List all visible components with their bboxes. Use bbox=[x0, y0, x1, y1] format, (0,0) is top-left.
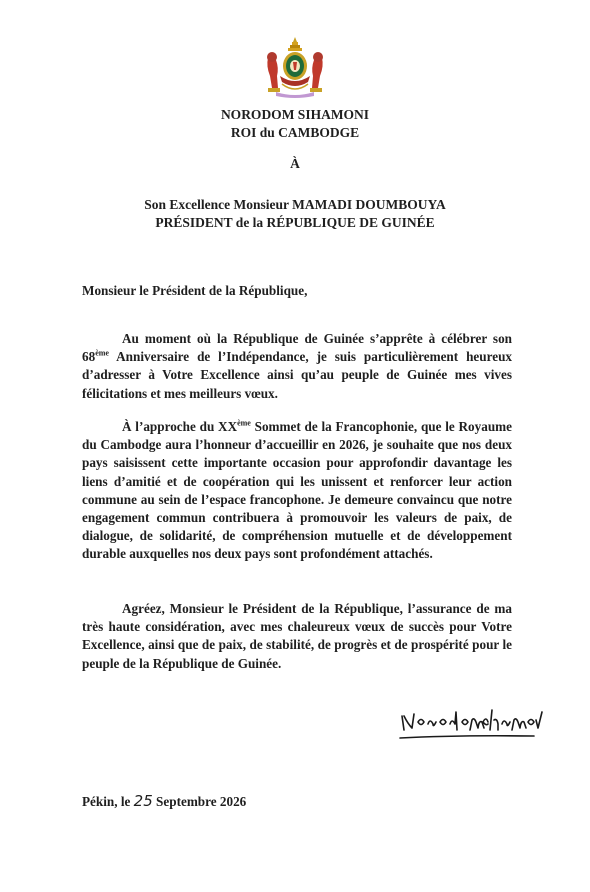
sender-title: ROI du CAMBODGE bbox=[230, 125, 360, 140]
paragraph-2-text-end: Sommet de la Francophonie, que le Royaume du Cambodge aura l’honneur d’accueillir en 2026, je souhaite que nos deux pays saisissent cette importante occasion pour approfondir davantage les liens d’amitié et de coopération qui les unissent et renforcer leur action commune au sein de l’espace francophone. Je demeure convaincu que notre engagement commun contribuera à promouvoir les valeurs de paix, de dialogue, de solidarité, de compréhension mutuelle et de développement durable auxquelles nos deux pays sont profondément attachés. bbox=[82, 419, 512, 562]
paragraph-1-text-start: Au moment où la République de Guinée s’apprête à célébrer son 68 bbox=[82, 331, 512, 365]
recipient-line bbox=[0, 196, 590, 214]
sender-block bbox=[0, 106, 590, 142]
addressee-marker: À bbox=[290, 156, 300, 171]
recipient-title: PRÉSIDENT de la RÉPUBLIQUE DE GUINÉE bbox=[155, 215, 435, 230]
recipient-block bbox=[0, 196, 590, 232]
paragraph-2 bbox=[82, 418, 512, 564]
recipient-prefix: Son Excellence Monsieur bbox=[144, 197, 293, 212]
salutation: Monsieur le Président de la République, bbox=[82, 283, 308, 298]
dateline-day: 25 bbox=[133, 792, 153, 810]
sender-name: NORODOM SIHAMONI bbox=[220, 107, 370, 122]
dateline-suffix: Septembre 2026 bbox=[152, 794, 247, 809]
paragraph-1-text-end: Anniversaire de l’Indépendance, je suis particulièrement heureux d’adresser à Votre Excellence ainsi qu’au peuple de Guinée mes vives félicitations et mes meilleurs vœux. bbox=[82, 349, 512, 401]
dateline-prefix: Pékin, le bbox=[82, 794, 134, 809]
dateline bbox=[82, 792, 246, 810]
paragraph-3: Agréez, Monsieur le Président de la République, l’assurance de ma très haute considération, avec mes chaleureux vœux de succès pour Votre Excellence, ainsi que de paix, de stabilité, de progrès et de prospérité pour le peuple de la République de Guinée. bbox=[82, 601, 512, 671]
paragraph-2-text-start: À l’approche du XX bbox=[122, 419, 238, 434]
paragraph-1 bbox=[82, 330, 512, 403]
paragraph-1-superscript: ème bbox=[95, 348, 109, 358]
recipient-name: MAMADI DOUMBOUYA bbox=[292, 197, 446, 212]
royal-coat-of-arms-icon bbox=[262, 36, 328, 100]
paragraph-2-superscript: ème bbox=[237, 418, 251, 428]
handwritten-signature bbox=[396, 702, 546, 742]
